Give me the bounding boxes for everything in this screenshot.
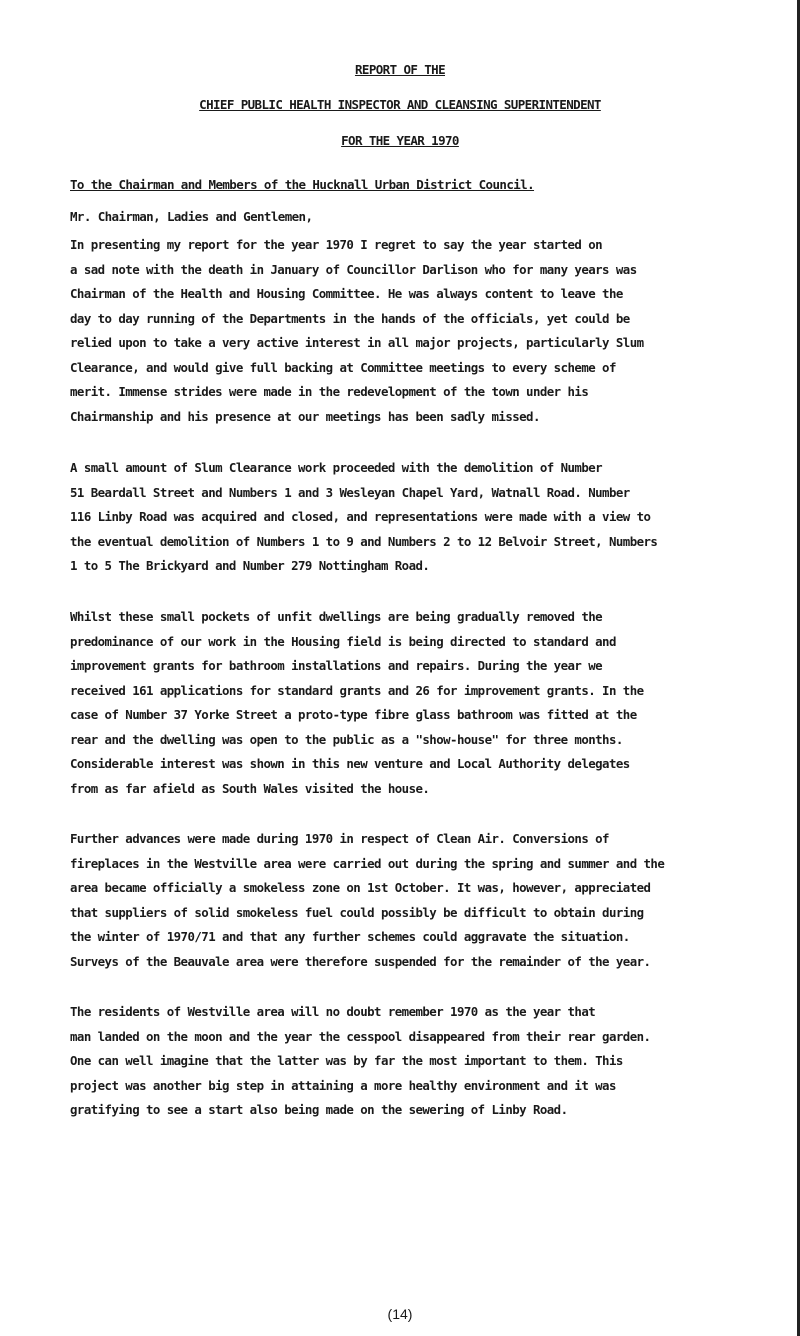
paragraph-line: 116 Linby Road was acquired and closed, and representations were made with a view to	[70, 509, 651, 524]
paragraph-line: from as far afield as South Wales visited the house.	[70, 780, 430, 796]
paragraph-line: One can well imagine that the latter was by far the most important to them. This	[70, 1053, 623, 1068]
paragraph-line: the eventual demolition of Numbers 1 to 9 and Numbers 2 to 12 Belvoir Street, Numbers	[70, 533, 658, 549]
paragraph-line: area became officially a smokeless zone on 1st October. It was, however, appreciated	[70, 880, 651, 895]
paragraph-line: The residents of Westville area will no doubt remember 1970 as the year that	[70, 1004, 596, 1019]
paragraph-line: case of Number 37 Yorke Street a proto-type fibre glass bathroom was fitted at the	[70, 707, 637, 722]
paragraph-2	[70, 456, 800, 579]
paragraph-line: gratifying to see a start also being made on the sewering of Linby Road.	[70, 1102, 568, 1117]
paragraph-5	[70, 1000, 800, 1123]
paragraph-line: man landed on the moon and the year the cesspool disappeared from their rear garden.	[70, 1028, 651, 1044]
paragraph-line: the winter of 1970/71 and that any further schemes could aggravate the situation.	[70, 929, 630, 944]
report-year: FOR THE YEAR 1970	[341, 133, 459, 148]
paragraph-1	[70, 233, 800, 429]
paragraph-line: that suppliers of solid smokeless fuel could possibly be difficult to obtain during	[70, 904, 644, 920]
paragraph-line: received 161 applications for standard grants and 26 for improvement grants. In the	[70, 682, 644, 698]
greeting: Mr. Chairman, Ladies and Gentlemen,	[70, 209, 313, 224]
report-subtitle: CHIEF PUBLIC HEALTH INSPECTOR AND CLEANSING SUPERINTENDENT	[199, 97, 601, 112]
paragraph-line: a sad note with the death in January of Councillor Darlison who for many years was	[70, 261, 637, 277]
paragraph-line: Further advances were made during 1970 in respect of Clean Air. Conversions of	[70, 831, 609, 846]
paragraph-line: relied upon to take a very active interest in all major projects, particularly Slum	[70, 335, 644, 350]
paragraph-line: A small amount of Slum Clearance work proceeded with the demolition of Number	[70, 460, 603, 475]
paragraph-line: Clearance, and would give full backing at Committee meetings to every scheme of	[70, 359, 616, 375]
paragraph-line: project was another big step in attaining a more healthy environment and it was	[70, 1077, 616, 1093]
paragraph-line: predominance of our work in the Housing field is being directed to standard and	[70, 633, 616, 649]
paragraph-line: rear and the dwelling was open to the public as a "show-house" for three months.	[70, 731, 623, 747]
paragraph-line: 51 Beardall Street and Numbers 1 and 3 Wesleyan Chapel Yard, Watnall Road. Number	[70, 484, 630, 500]
report-title: REPORT OF THE	[354, 62, 446, 77]
paragraph-line: Whilst these small pockets of unfit dwellings are being gradually removed the	[70, 609, 603, 624]
paragraph-line: merit. Immense strides were made in the redevelopment of the town under his	[70, 384, 589, 399]
paragraph-line: In presenting my report for the year 1970 I regret to say the year started on	[70, 237, 603, 252]
paragraph-line: Surveys of the Beauvale area were therefore suspended for the remainder of the year.	[70, 953, 651, 969]
paragraph-line: Chairmanship and his presence at our meetings has been sadly missed.	[70, 408, 540, 424]
paragraph-line: fireplaces in the Westville area were carried out during the spring and summer and the	[70, 855, 665, 871]
paragraph-4	[70, 827, 800, 974]
paragraph-line: day to day running of the Departments in the hands of the officials, yet could be	[70, 310, 630, 326]
page-number: (14)	[387, 1306, 413, 1322]
paragraph-line: Chairman of the Health and Housing Committee. He was always content to leave the	[70, 286, 623, 301]
paragraph-line: 1 to 5 The Brickyard and Number 279 Nottingham Road.	[70, 558, 430, 573]
paragraph-line: Considerable interest was shown in this new venture and Local Authority delegates	[70, 756, 630, 771]
paragraph-line: improvement grants for bathroom installations and repairs. During the year we	[70, 658, 603, 673]
addressee: To the Chairman and Members of the Hucknall Urban District Council.	[70, 177, 535, 192]
paragraph-3	[70, 605, 800, 801]
